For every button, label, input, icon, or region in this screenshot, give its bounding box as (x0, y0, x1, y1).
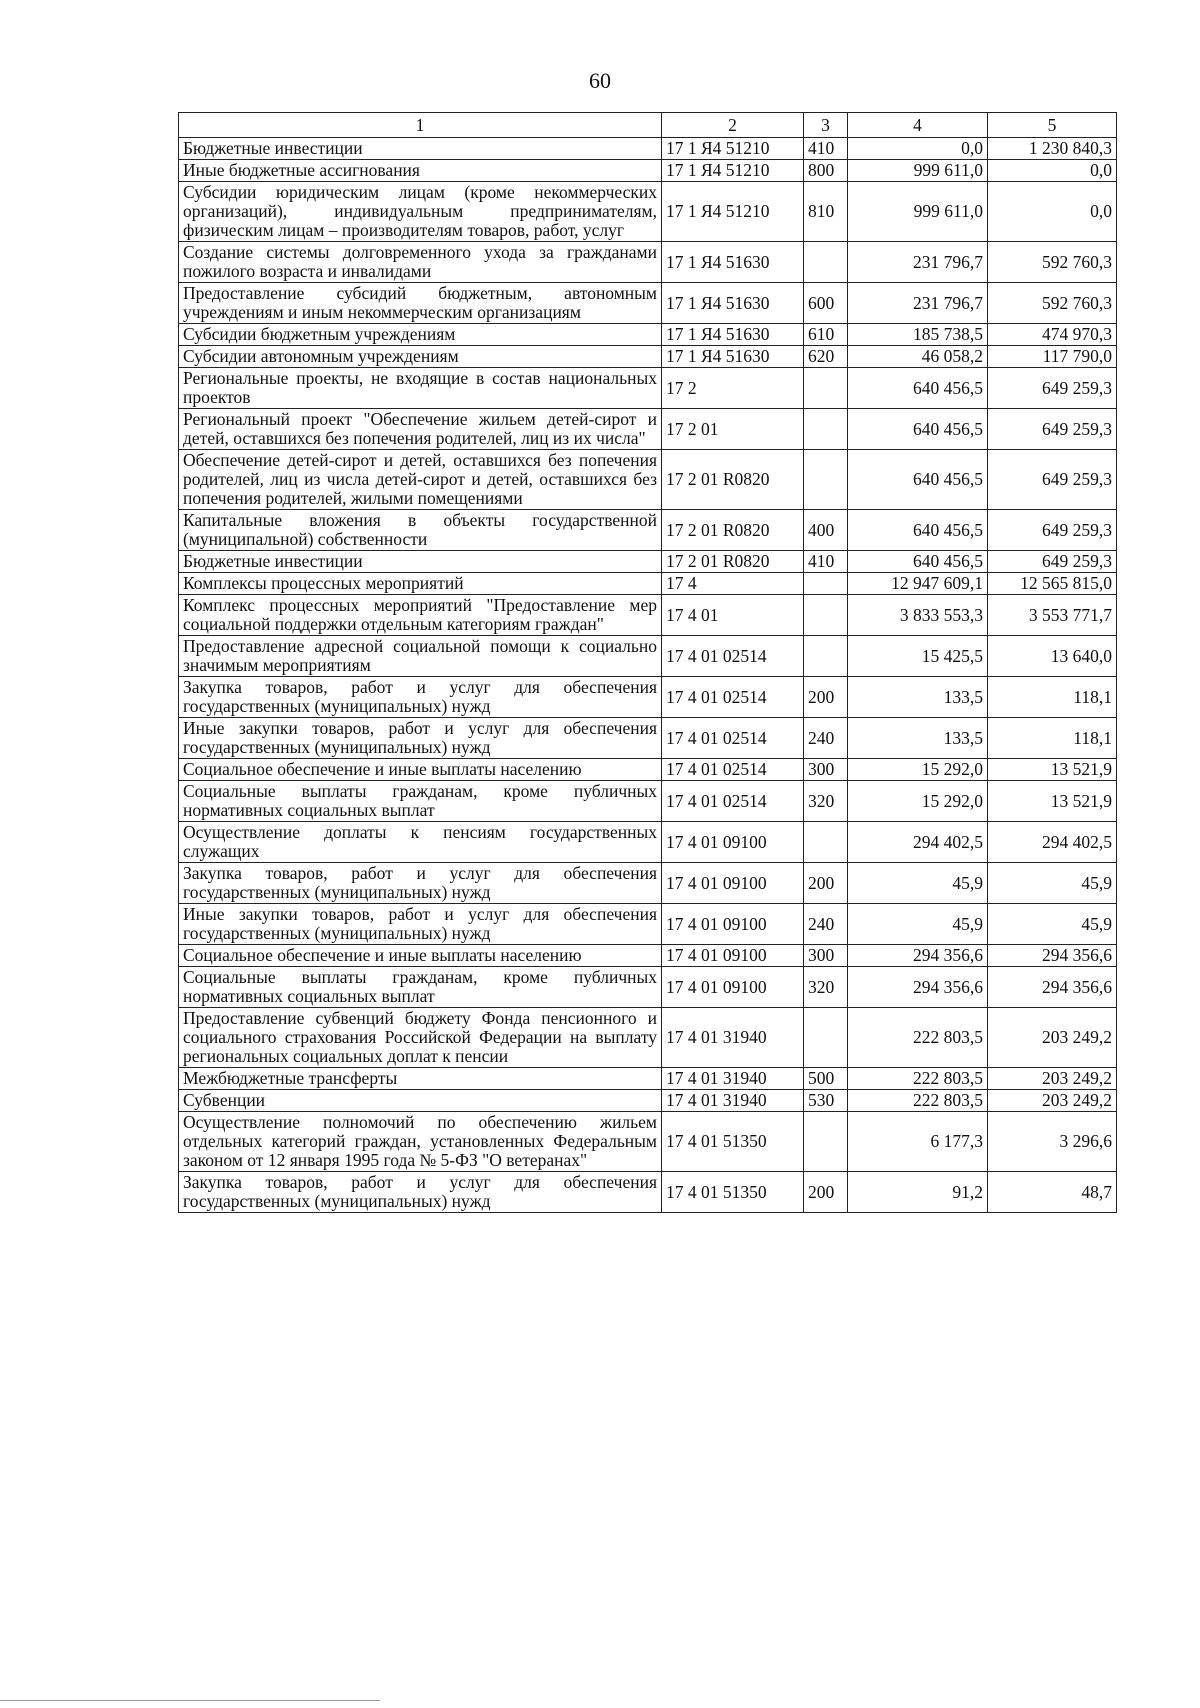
row-value-2025-cell: 6 177,3 (848, 1112, 988, 1172)
row-value-2026-cell: 592 760,3 (988, 283, 1117, 324)
row-kvr-cell (804, 1112, 848, 1172)
row-value-2025-cell: 640 456,5 (848, 450, 988, 510)
row-value-2026-cell: 117 790,0 (988, 346, 1117, 368)
row-code-cell: 17 4 01 02514 (662, 759, 804, 781)
table-row (179, 160, 1117, 182)
row-code-cell: 17 1 Я4 51630 (662, 283, 804, 324)
row-code-cell: 17 4 01 02514 (662, 677, 804, 718)
row-kvr-cell: 320 (804, 967, 848, 1008)
row-name-cell: Закупка товаров, работ и услуг для обеспечения государственных (муниципальных) нужд (179, 863, 662, 904)
row-value-2025-cell: 640 456,5 (848, 510, 988, 551)
row-kvr-cell (804, 636, 848, 677)
row-kvr-cell: 410 (804, 138, 848, 160)
row-value-2025-cell: 15 292,0 (848, 781, 988, 822)
row-code-cell: 17 4 01 09100 (662, 945, 804, 967)
table-row (179, 1112, 1117, 1172)
row-value-2025-cell: 133,5 (848, 718, 988, 759)
row-name-cell: Региональный проект "Обеспечение жильем детей-сирот и детей, оставшихся без попечения родителей, лиц из их числа" (179, 409, 662, 450)
row-value-2025-cell: 999 611,0 (848, 160, 988, 182)
row-value-2025-cell: 133,5 (848, 677, 988, 718)
table-row (179, 138, 1117, 160)
table-row (179, 863, 1117, 904)
row-code-cell: 17 2 (662, 368, 804, 409)
table-row (179, 718, 1117, 759)
row-name-cell: Комплекс процессных мероприятий "Предоставление мер социальной поддержки отдельным категориям граждан" (179, 595, 662, 636)
table-row (179, 242, 1117, 283)
row-code-cell: 17 4 01 02514 (662, 636, 804, 677)
row-value-2026-cell: 0,0 (988, 160, 1117, 182)
row-code-cell: 17 4 01 31940 (662, 1090, 804, 1112)
row-value-2026-cell: 474 970,3 (988, 324, 1117, 346)
row-value-2025-cell: 45,9 (848, 863, 988, 904)
table-row (179, 759, 1117, 781)
row-value-2025-cell: 91,2 (848, 1172, 988, 1213)
row-value-2025-cell: 0,0 (848, 138, 988, 160)
row-name-cell: Социальные выплаты гражданам, кроме публичных нормативных социальных выплат (179, 967, 662, 1008)
row-code-cell: 17 1 Я4 51210 (662, 160, 804, 182)
row-value-2025-cell: 294 356,6 (848, 945, 988, 967)
row-code-cell: 17 4 01 02514 (662, 718, 804, 759)
row-kvr-cell (804, 595, 848, 636)
row-code-cell: 17 2 01 R0820 (662, 510, 804, 551)
row-value-2026-cell: 118,1 (988, 718, 1117, 759)
table-row (179, 945, 1117, 967)
row-value-2025-cell: 3 833 553,3 (848, 595, 988, 636)
row-value-2026-cell: 203 249,2 (988, 1068, 1117, 1090)
row-name-cell: Социальные выплаты гражданам, кроме публичных нормативных социальных выплат (179, 781, 662, 822)
row-code-cell: 17 4 01 51350 (662, 1112, 804, 1172)
row-name-cell: Бюджетные инвестиции (179, 551, 662, 573)
table-row (179, 1172, 1117, 1213)
row-name-cell: Предоставление субвенций бюджету Фонда пенсионного и социального страхования Российской Федерации на выплату региональных социальных доплат к пенсии (179, 1008, 662, 1068)
row-code-cell: 17 4 01 09100 (662, 863, 804, 904)
row-value-2026-cell: 649 259,3 (988, 409, 1117, 450)
row-code-cell: 17 1 Я4 51630 (662, 324, 804, 346)
row-code-cell: 17 4 01 51350 (662, 1172, 804, 1213)
column-header-3: 3 (804, 113, 848, 138)
table-row (179, 324, 1117, 346)
table-row (179, 573, 1117, 595)
table-row (179, 595, 1117, 636)
row-value-2025-cell: 15 292,0 (848, 759, 988, 781)
row-value-2026-cell: 118,1 (988, 677, 1117, 718)
row-code-cell: 17 1 Я4 51630 (662, 242, 804, 283)
row-value-2026-cell: 12 565 815,0 (988, 573, 1117, 595)
row-kvr-cell: 300 (804, 945, 848, 967)
row-value-2026-cell: 649 259,3 (988, 368, 1117, 409)
row-code-cell: 17 4 01 31940 (662, 1008, 804, 1068)
row-value-2025-cell: 222 803,5 (848, 1068, 988, 1090)
row-value-2025-cell: 640 456,5 (848, 551, 988, 573)
table-row (179, 1090, 1117, 1112)
row-value-2025-cell: 222 803,5 (848, 1090, 988, 1112)
table-row (179, 182, 1117, 242)
row-name-cell: Предоставление субсидий бюджетным, автономным учреждениям и иным некоммерческим организациям (179, 283, 662, 324)
row-value-2026-cell: 294 402,5 (988, 822, 1117, 863)
row-value-2026-cell: 3 553 771,7 (988, 595, 1117, 636)
table-row (179, 967, 1117, 1008)
row-name-cell: Закупка товаров, работ и услуг для обеспечения государственных (муниципальных) нужд (179, 677, 662, 718)
row-value-2026-cell: 13 640,0 (988, 636, 1117, 677)
row-code-cell: 17 2 01 R0820 (662, 551, 804, 573)
table-row (179, 904, 1117, 945)
row-kvr-cell: 620 (804, 346, 848, 368)
table-row (179, 1068, 1117, 1090)
budget-table (178, 112, 1117, 1213)
row-code-cell: 17 4 (662, 573, 804, 595)
row-value-2026-cell: 649 259,3 (988, 450, 1117, 510)
row-name-cell: Иные закупки товаров, работ и услуг для обеспечения государственных (муниципальных) нужд (179, 718, 662, 759)
row-name-cell: Осуществление доплаты к пенсиям государственных служащих (179, 822, 662, 863)
table-row (179, 368, 1117, 409)
row-value-2026-cell: 649 259,3 (988, 551, 1117, 573)
row-kvr-cell (804, 409, 848, 450)
row-code-cell: 17 1 Я4 51630 (662, 346, 804, 368)
row-kvr-cell: 410 (804, 551, 848, 573)
table-row (179, 551, 1117, 573)
row-value-2025-cell: 222 803,5 (848, 1008, 988, 1068)
row-code-cell: 17 4 01 09100 (662, 967, 804, 1008)
row-name-cell: Иные бюджетные ассигнования (179, 160, 662, 182)
row-name-cell: Межбюджетные трансферты (179, 1068, 662, 1090)
row-value-2025-cell: 45,9 (848, 904, 988, 945)
row-code-cell: 17 4 01 02514 (662, 781, 804, 822)
row-value-2026-cell: 294 356,6 (988, 967, 1117, 1008)
row-value-2025-cell: 46 058,2 (848, 346, 988, 368)
row-kvr-cell: 810 (804, 182, 848, 242)
row-name-cell: Субсидии бюджетным учреждениям (179, 324, 662, 346)
row-name-cell: Создание системы долговременного ухода за гражданами пожилого возраста и инвалидами (179, 242, 662, 283)
row-value-2025-cell: 231 796,7 (848, 242, 988, 283)
row-value-2026-cell: 13 521,9 (988, 759, 1117, 781)
column-header-2: 2 (662, 113, 804, 138)
table-row (179, 283, 1117, 324)
row-value-2025-cell: 12 947 609,1 (848, 573, 988, 595)
row-value-2026-cell: 649 259,3 (988, 510, 1117, 551)
row-kvr-cell: 600 (804, 283, 848, 324)
column-header-5: 5 (988, 113, 1117, 138)
row-code-cell: 17 4 01 09100 (662, 904, 804, 945)
table-row (179, 346, 1117, 368)
row-value-2025-cell: 294 402,5 (848, 822, 988, 863)
row-kvr-cell (804, 573, 848, 595)
row-value-2026-cell: 0,0 (988, 182, 1117, 242)
row-name-cell: Капитальные вложения в объекты государственной (муниципальной) собственности (179, 510, 662, 551)
row-value-2026-cell: 45,9 (988, 904, 1117, 945)
row-kvr-cell: 200 (804, 1172, 848, 1213)
row-kvr-cell: 610 (804, 324, 848, 346)
table-row (179, 781, 1117, 822)
table-row (179, 636, 1117, 677)
row-kvr-cell: 200 (804, 677, 848, 718)
row-kvr-cell (804, 242, 848, 283)
row-code-cell: 17 1 Я4 51210 (662, 182, 804, 242)
row-kvr-cell: 240 (804, 904, 848, 945)
row-name-cell: Субвенции (179, 1090, 662, 1112)
row-kvr-cell: 530 (804, 1090, 848, 1112)
bottom-rule (0, 1700, 380, 1701)
row-value-2025-cell: 231 796,7 (848, 283, 988, 324)
row-value-2025-cell: 640 456,5 (848, 368, 988, 409)
row-kvr-cell: 800 (804, 160, 848, 182)
row-name-cell: Социальное обеспечение и иные выплаты населению (179, 759, 662, 781)
row-value-2026-cell: 45,9 (988, 863, 1117, 904)
row-kvr-cell: 200 (804, 863, 848, 904)
row-name-cell: Закупка товаров, работ и услуг для обеспечения государственных (муниципальных) нужд (179, 1172, 662, 1213)
row-name-cell: Субсидии автономным учреждениям (179, 346, 662, 368)
row-kvr-cell: 400 (804, 510, 848, 551)
row-kvr-cell (804, 1008, 848, 1068)
row-kvr-cell (804, 450, 848, 510)
row-name-cell: Региональные проекты, не входящие в состав национальных проектов (179, 368, 662, 409)
table-header-row (179, 113, 1117, 138)
table-row (179, 409, 1117, 450)
row-value-2026-cell: 1 230 840,3 (988, 138, 1117, 160)
row-code-cell: 17 4 01 31940 (662, 1068, 804, 1090)
row-value-2026-cell: 13 521,9 (988, 781, 1117, 822)
table-row (179, 450, 1117, 510)
row-name-cell: Бюджетные инвестиции (179, 138, 662, 160)
row-value-2026-cell: 294 356,6 (988, 945, 1117, 967)
row-name-cell: Социальное обеспечение и иные выплаты населению (179, 945, 662, 967)
row-name-cell: Комплексы процессных мероприятий (179, 573, 662, 595)
row-kvr-cell: 500 (804, 1068, 848, 1090)
row-name-cell: Предоставление адресной социальной помощи к социально значимым мероприятиям (179, 636, 662, 677)
row-code-cell: 17 2 01 (662, 409, 804, 450)
row-kvr-cell: 240 (804, 718, 848, 759)
row-name-cell: Иные закупки товаров, работ и услуг для обеспечения государственных (муниципальных) нужд (179, 904, 662, 945)
page-number: 60 (589, 68, 611, 93)
row-kvr-cell (804, 368, 848, 409)
row-code-cell: 17 1 Я4 51210 (662, 138, 804, 160)
table-row (179, 510, 1117, 551)
row-kvr-cell: 300 (804, 759, 848, 781)
row-value-2025-cell: 294 356,6 (848, 967, 988, 1008)
row-value-2026-cell: 203 249,2 (988, 1090, 1117, 1112)
row-kvr-cell: 320 (804, 781, 848, 822)
row-value-2026-cell: 203 249,2 (988, 1008, 1117, 1068)
row-value-2025-cell: 185 738,5 (848, 324, 988, 346)
row-kvr-cell (804, 822, 848, 863)
column-header-1: 1 (179, 113, 662, 138)
row-code-cell: 17 4 01 09100 (662, 822, 804, 863)
row-value-2026-cell: 3 296,6 (988, 1112, 1117, 1172)
row-value-2026-cell: 592 760,3 (988, 242, 1117, 283)
row-name-cell: Субсидии юридическим лицам (кроме некоммерческих организаций), индивидуальным предпринимателям, физическим лицам – производителям товаров, работ, услуг (179, 182, 662, 242)
row-code-cell: 17 2 01 R0820 (662, 450, 804, 510)
table-row (179, 677, 1117, 718)
row-value-2026-cell: 48,7 (988, 1172, 1117, 1213)
table-row (179, 1008, 1117, 1068)
row-value-2025-cell: 999 611,0 (848, 182, 988, 242)
row-value-2025-cell: 15 425,5 (848, 636, 988, 677)
row-name-cell: Обеспечение детей-сирот и детей, оставшихся без попечения родителей, лиц из числа детей-сирот и детей, оставшихся без попечения родителей, жилыми помещениями (179, 450, 662, 510)
row-code-cell: 17 4 01 (662, 595, 804, 636)
row-value-2025-cell: 640 456,5 (848, 409, 988, 450)
column-header-4: 4 (848, 113, 988, 138)
table-row (179, 822, 1117, 863)
row-name-cell: Осуществление полномочий по обеспечению жильем отдельных категорий граждан, установленных Федеральным законом от 12 января 1995 года № 5-ФЗ "О ветеранах" (179, 1112, 662, 1172)
